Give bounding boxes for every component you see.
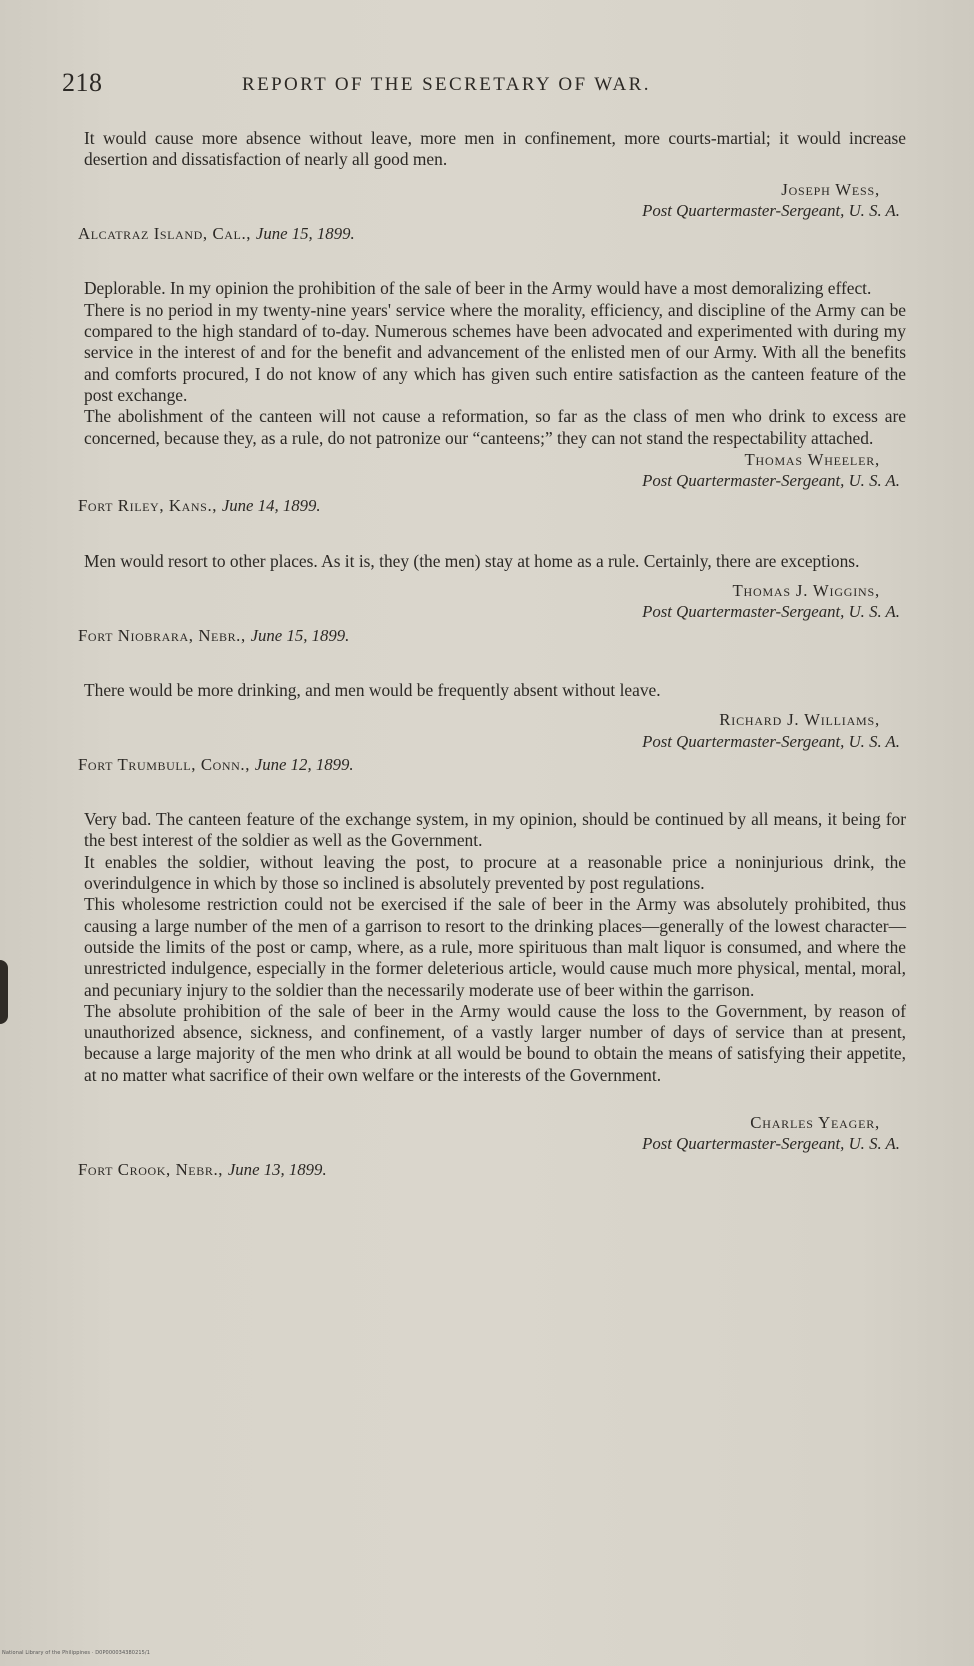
paragraph: There is no period in my twenty-nine years' service where the morality, efficiency, and discipline of the Army can be compared to the high standard of to-day. Numerous schemes have been advocated and experimented with during my service in the interest of and for the benefit and advancement of the enlisted men of our Army. With all the benefits and comforts procured, I do not know of any which has given such entire satisfaction as the canteen feature of the post exchange. — [84, 299, 906, 405]
signature-name: Richard J. Williams, — [719, 710, 880, 730]
paragraph: This wholesome restriction could not be exercised if the sale of beer in the Army was absolutely prohibited, thus causing a large number of the men of a garrison to resort to the drinking places—generally of the lowest character—outside the limits of the post or camp, where, as a rule, more spirituous than malt liquor is consumed, and where the unrestricted indulgence, especially in the former deleterious article, would cause much more physical, mental, moral, and pecuniary injury to the soldier than the necessarily moderate use of beer within the garrison. — [84, 894, 906, 1000]
paragraph: Men would resort to other places. As it is, they (the men) stay at home as a rule. Certainly, there are exceptions. — [84, 550, 860, 571]
page-header — [62, 68, 912, 102]
letter-entry — [78, 679, 906, 775]
letter-entry — [78, 809, 906, 1180]
place: Fort Niobrara, Nebr., — [78, 625, 246, 645]
paragraph: The absolute prohibition of the sale of beer in the Army would cause the loss to the Government, by reason of unauthorized absence, sickness, and confinement, of a vastly larger number of days of service than at present, because a large majority of the men who drink at all would be bound to obtain the means of satisfying their appetite, at no matter what sacrifice of their own welfare or the interests of the Government. — [84, 1000, 906, 1085]
paragraph: It would cause more absence without leave, more men in confinement, more courts-martial; it would increase desertion and dissatisfaction of nearly all good men. — [84, 128, 906, 170]
place-date — [78, 754, 906, 775]
signature-title: Post Quartermaster-Sergeant, U. S. A. — [642, 471, 900, 491]
signature-name: Charles Yeager, — [750, 1112, 880, 1132]
letter-entry — [78, 550, 906, 646]
place-date — [78, 1159, 906, 1180]
binding-hole — [0, 960, 8, 1024]
place-date — [78, 495, 906, 516]
signature-name: Joseph Wess, — [781, 179, 880, 199]
date: June 12, 1899. — [254, 754, 354, 774]
place: Alcatraz Island, Cal., — [78, 224, 252, 244]
date: June 15, 1899. — [255, 224, 355, 244]
running-head: REPORT OF THE SECRETARY OF WAR. — [242, 74, 651, 95]
place-date — [78, 223, 906, 244]
signature-title: Post Quartermaster-Sergeant, U. S. A. — [642, 731, 900, 751]
signature-title: Post Quartermaster-Sergeant, U. S. A. — [642, 1134, 900, 1154]
signature-title: Post Quartermaster-Sergeant, U. S. A. — [642, 602, 900, 622]
paragraph: It enables the soldier, without leaving the post, to procure at a reasonable price a noninjurious drink, the overindulgence in which by those so inclined is absolutely prevented by post regulations. — [84, 851, 906, 894]
signature-title: Post Quartermaster-Sergeant, U. S. A. — [642, 200, 900, 220]
paragraph: The abolishment of the canteen will not cause a reformation, so far as the class of men who drink to excess are concerned, because they, as a rule, do not patronize our “canteens;” they can not stand the respectability attached. — [84, 406, 906, 448]
place: Fort Riley, Kans., — [78, 496, 218, 516]
page-body — [78, 128, 906, 1180]
place: Fort Crook, Nebr., — [78, 1159, 224, 1179]
letter-entry — [78, 128, 906, 244]
place: Fort Trumbull, Conn., — [78, 754, 250, 774]
page-number: 218 — [62, 68, 103, 97]
scan-credit: National Library of the Philippines · D0P000034380215/1 — [2, 1650, 150, 1656]
date: June 14, 1899. — [221, 496, 321, 516]
place-date — [78, 625, 906, 646]
signature-name: Thomas J. Wiggins, — [732, 581, 880, 601]
paragraph: Very bad. The canteen feature of the exchange system, in my opinion, should be continued by all means, it being for the best interest of the soldier as well as the Government. — [84, 809, 906, 851]
letter-entry — [78, 278, 906, 516]
paragraph: Deplorable. In my opinion the prohibition of the sale of beer in the Army would have a most demoralizing effect. — [84, 278, 872, 299]
signature-name: Thomas Wheeler, — [744, 449, 880, 469]
date: June 13, 1899. — [227, 1159, 327, 1179]
date: June 15, 1899. — [250, 625, 350, 645]
paragraph: There would be more drinking, and men would be frequently absent without leave. — [84, 679, 661, 700]
